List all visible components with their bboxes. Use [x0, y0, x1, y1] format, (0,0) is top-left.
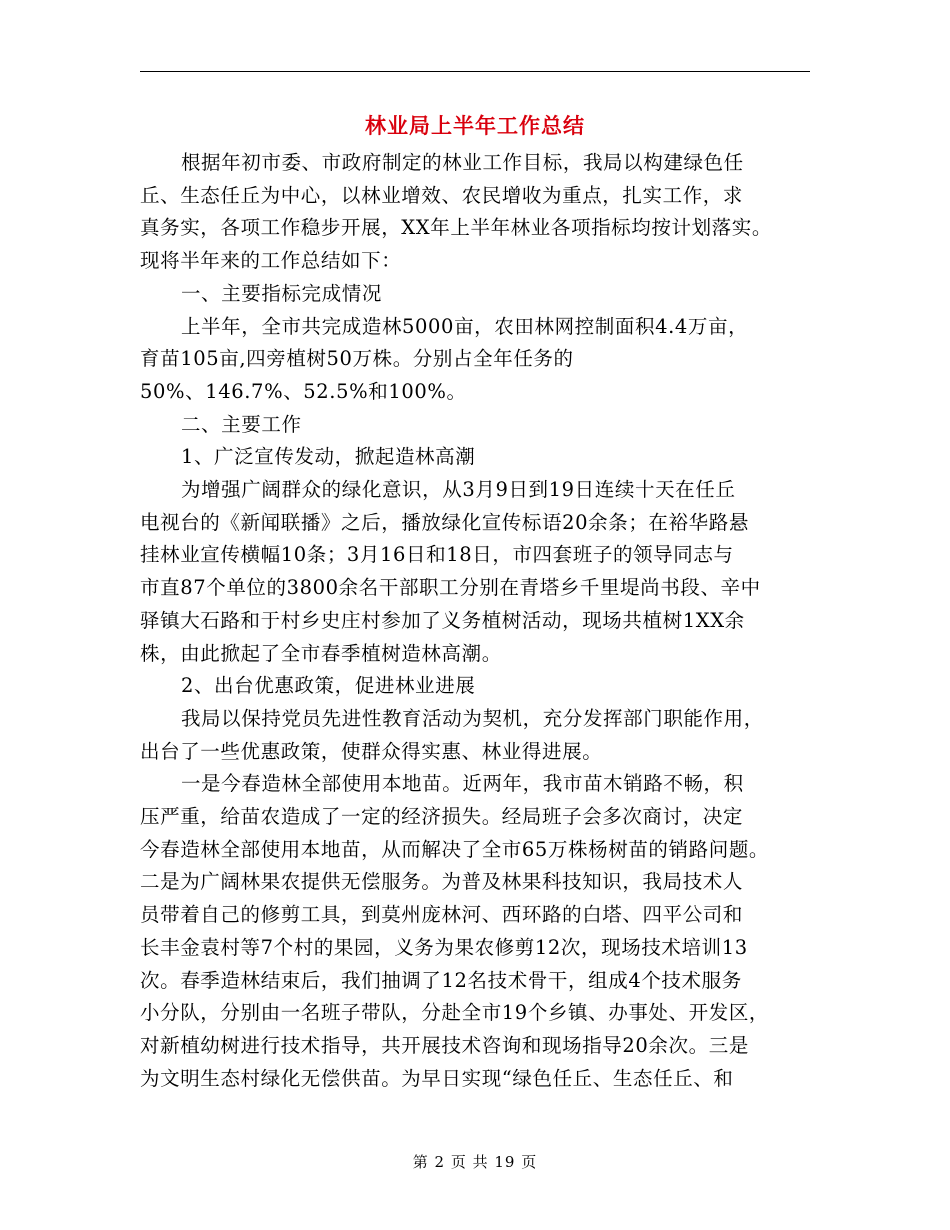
- body-line: 长丰金袁村等7个村的果园，义务为果农修剪12次，现场技术培训13: [140, 935, 748, 959]
- page-number: 第 2 页 共 19 页: [412, 1153, 538, 1171]
- body-line: 丘、生态任丘为中心，以林业增效、农民增收为重点，扎实工作，求: [140, 183, 744, 207]
- body-line: 一、主要指标完成情况: [180, 281, 382, 305]
- body-line: 育苗105亩,四旁植树50万株。分别占全年任务的: [140, 347, 574, 371]
- body-line: 一是今春造林全部使用本地苗。近两年，我市苗木销路不畅，积: [180, 772, 744, 796]
- body-line: 小分队，分别由一名班子带队，分赴全市19个乡镇、办事处、开发区，: [140, 1001, 770, 1025]
- body-line: 1、广泛宣传发动，掀起造林高潮: [180, 445, 476, 469]
- body-line: 50%、146.7%、52.5%和100%。: [140, 379, 467, 403]
- body-line: 今春造林全部使用本地苗，从而解决了全市65万株杨树苗的销路问题。: [140, 837, 770, 861]
- body-line: 现将半年来的工作总结如下：: [140, 249, 402, 273]
- body-line: 上半年，全市共完成造林5000亩，农田林网控制面积4.4万亩，: [180, 314, 749, 338]
- header-rule: [140, 71, 810, 72]
- body-line: 真务实，各项工作稳步开展，XX年上半年林业各项指标均按计划落实。: [140, 216, 772, 240]
- body-line: 对新植幼树进行技术指导，共开展技术咨询和现场指导20余次。三是: [140, 1033, 749, 1057]
- body-line: 挂林业宣传横幅10条；3月16日和18日，市四套班子的领导同志与: [140, 543, 734, 567]
- body-line: 根据年初市委、市政府制定的林业工作目标，我局以构建绿色任: [180, 151, 744, 174]
- body-line: 压严重，给苗农造成了一定的经济损失。经局班子会多次商讨，决定: [140, 805, 744, 829]
- body-line: 员带着自己的修剪工具，到莫州庞林河、西环路的白塔、四平公司和: [140, 903, 744, 927]
- body-line: 为增强广阔群众的绿化意识，从3月9日到19日连续十天在任丘: [180, 478, 736, 502]
- document-title: 林业局上半年工作总结: [365, 113, 585, 138]
- body-line: 2、出台优惠政策，促进林业进展: [180, 674, 476, 698]
- body-line: 驿镇大石路和于村乡史庄村参加了义务植树活动，现场共植树1XX余: [140, 608, 745, 632]
- body-line: 出台了一些优惠政策，使群众得实惠、林业得进展。: [140, 739, 603, 763]
- document-body: [140, 147, 812, 1095]
- body-line: 二、主要工作: [180, 412, 302, 436]
- body-line: 电视台的《新闻联播》之后，播放绿化宣传标语20余条；在裕华路悬: [140, 510, 749, 534]
- body-line: 株，由此掀起了全市春季植树造林高潮。: [140, 641, 502, 665]
- body-line: 我局以保持党员先进性教育活动为契机，充分发挥部门职能作用，: [180, 706, 764, 730]
- body-line: 二是为广阔林果农提供无偿服务。为普及林果科技知识，我局技术人: [140, 870, 744, 894]
- body-line: 为文明生态村绿化无偿供苗。为早日实现“绿色任丘、生态任丘、和: [140, 1066, 734, 1090]
- body-line: 次。春季造林结束后，我们抽调了12名技术骨干，组成4个技术服务: [140, 968, 742, 992]
- body-line: 市直87个单位的3800余名干部职工分别在青塔乡千里堤尚书段、辛中: [140, 576, 761, 600]
